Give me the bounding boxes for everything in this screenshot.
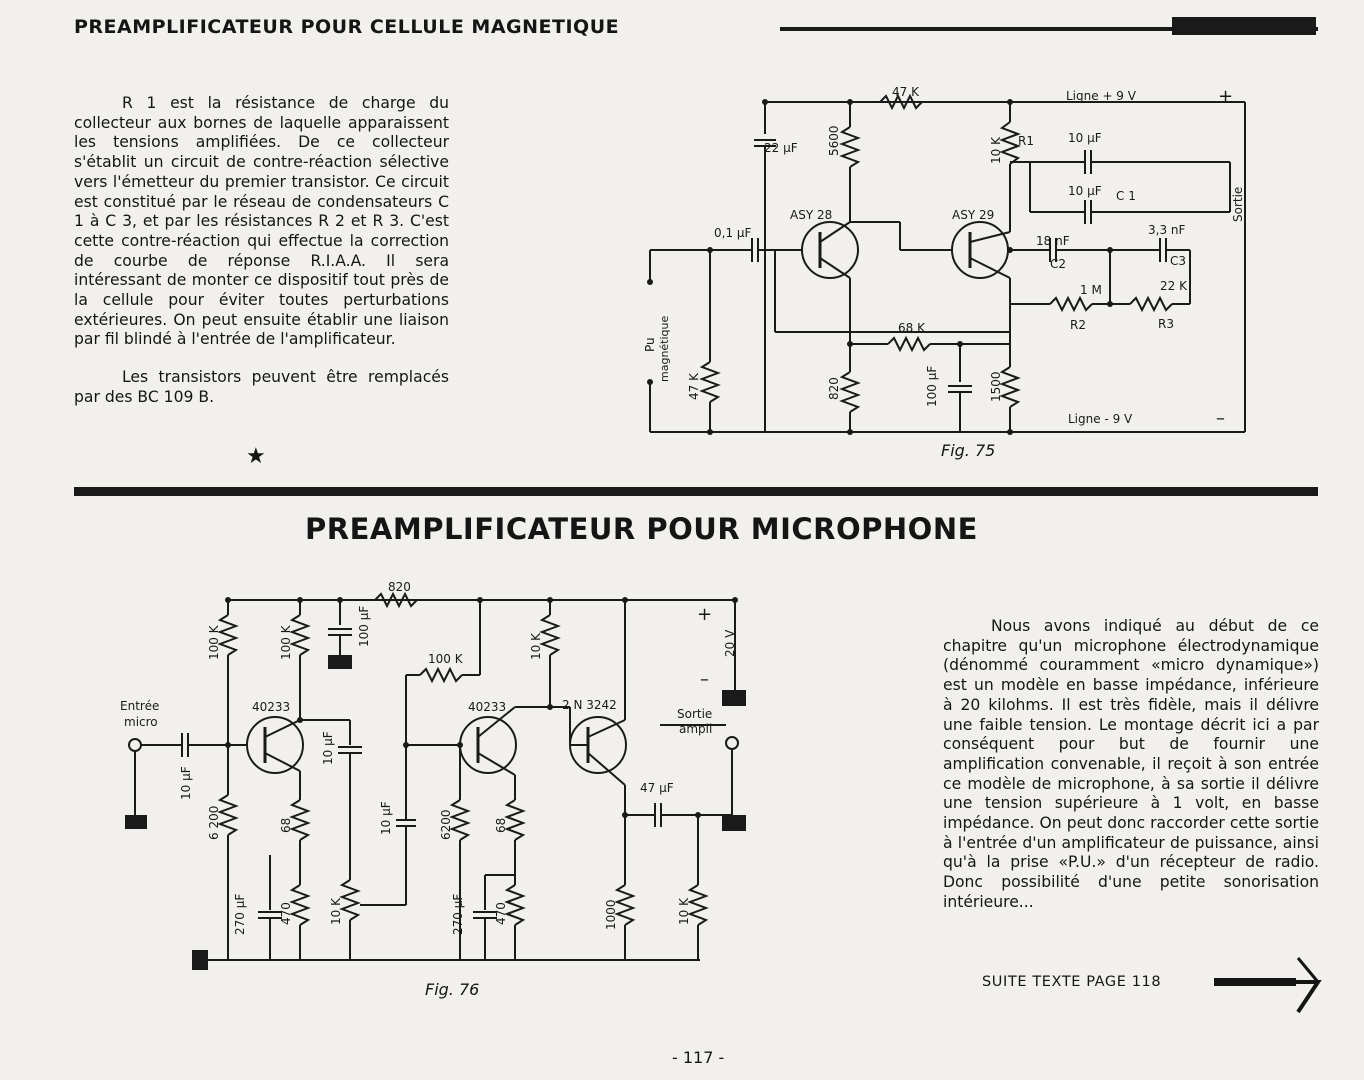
label: 22 K — [1160, 279, 1187, 293]
label: 40233 — [468, 700, 507, 714]
fig76-schematic — [110, 575, 760, 985]
text-right — [943, 617, 1319, 913]
label: 5600 — [827, 125, 841, 156]
label: 10 K — [989, 137, 1003, 164]
label: 10 µF — [379, 801, 393, 835]
label: magnétique — [658, 315, 671, 382]
label: 68 — [494, 817, 508, 833]
label: R3 — [1158, 317, 1174, 331]
label: 6200 — [439, 809, 453, 840]
label: Sortie — [677, 707, 713, 721]
label: 100 K — [428, 652, 463, 666]
label: 820 — [827, 377, 841, 400]
fig75-schematic — [630, 82, 1260, 472]
title-microphone: PREAMPLIFICATEUR POUR MICROPHONE — [305, 512, 978, 546]
star-icon: ★ — [246, 444, 266, 469]
label: R2 — [1070, 318, 1086, 332]
text-left — [74, 94, 449, 408]
label: 470 — [494, 902, 508, 925]
fig76-caption: Fig. 76 — [425, 980, 480, 999]
label: C 1 — [1116, 189, 1136, 203]
label: 470 — [279, 902, 293, 925]
label: R1 — [1018, 134, 1034, 148]
label: + — [1218, 86, 1234, 107]
label: 270 µF — [233, 893, 247, 935]
label: 68 K — [898, 321, 925, 335]
label: 47 µF — [640, 781, 674, 795]
label: Pu — [643, 337, 657, 352]
label: 1 M — [1080, 283, 1102, 297]
label: 270 µF — [451, 893, 465, 935]
label: 20 V — [723, 629, 737, 657]
label: 100 K — [207, 625, 221, 660]
label: 3,3 nF — [1148, 223, 1186, 237]
label: 40233 — [252, 700, 291, 714]
label: Sortie — [1231, 186, 1245, 222]
label: + — [697, 604, 713, 625]
label: 2 N 3242 — [562, 698, 617, 712]
label: micro — [124, 715, 158, 729]
top-rule-block — [1172, 17, 1316, 35]
label: Ligne - 9 V — [1068, 412, 1133, 426]
label: 68 — [279, 817, 293, 833]
paragraph: R 1 est la résistance de charge du collecteur aux bornes de laquelle apparaissent les tensions amplifiées. De ce collecteur s'établit un circuit de contre-réaction sélective vers l'émetteur du premier transistor. Ce circuit est constitué par le réseau de condensateurs C 1 à C 3, et par les résistances R 2 et R 3. C'est cette contre-réaction qui effectue la correction de courbe de réponse R.I.A.A. Il sera intéressant de monter ce dispositif tout près de la cellule pour éviter toutes perturbations extérieures. On peut ensuite établir une liaison par fil blindé à l'entrée de l'amplificateur. — [74, 94, 449, 349]
label: 47 K — [687, 373, 701, 400]
label: 1500 — [989, 371, 1003, 402]
label: 10 K — [329, 898, 343, 925]
label: Ligne + 9 V — [1066, 89, 1136, 103]
label: 10 µF — [1068, 184, 1102, 198]
label: C2 — [1050, 257, 1067, 271]
suite-texte: SUITE TEXTE PAGE 118 — [982, 974, 1162, 990]
label: – — [1216, 408, 1225, 429]
fig75-caption: Fig. 75 — [941, 441, 996, 460]
label: 100 µF — [357, 605, 371, 647]
label: 22 µF — [764, 141, 798, 155]
arrow-right-icon — [1212, 956, 1324, 1016]
label: ASY 28 — [790, 208, 833, 222]
title-cellule-magnetique: PREAMPLIFICATEUR POUR CELLULE MAGNETIQUE — [74, 16, 620, 38]
label: 18 nF — [1036, 234, 1070, 248]
label: 10 µF — [321, 731, 335, 765]
paragraph: Les transistors peuvent être remplacés par des BC 109 B. — [74, 368, 449, 406]
label: 10 µF — [179, 766, 193, 800]
label: 0,1 µF — [714, 226, 752, 240]
middle-rule — [74, 487, 1318, 496]
label: 100 K — [279, 625, 293, 660]
label: ASY 29 — [952, 208, 995, 222]
label: – — [700, 669, 709, 690]
label: 10 K — [677, 898, 691, 925]
page-number: - 117 - — [672, 1048, 725, 1067]
label: 10 K — [529, 633, 543, 660]
label: 6 200 — [207, 805, 221, 840]
label: C3 — [1170, 254, 1187, 268]
paragraph: Nous avons indiqué au début de ce chapitre qu'un microphone électrodynamique (dénommé couramment «micro dynamique») est un modèle en basse impédance, inférieure à 20 kilohms. Il est très fidèle, mais il délivre une faible tension. Le montage décrit ici a par conséquent pour but de fournir une amplification convenable, il reçoit à son entrée ce modèle de microphone, à sa sortie il délivre une tension supérieure à 1 volt, en basse impédance. On peut donc raccorder cette sortie à l'entrée d'un amplificateur de puissance, ainsi qu'à la prise «P.U.» d'un récepteur de radio. Donc possibilité d'une petite sonorisation intérieure... — [943, 617, 1319, 911]
label: 1000 — [604, 899, 618, 930]
label: 820 — [388, 580, 411, 594]
label: 100 µF — [925, 365, 939, 407]
label: 10 µF — [1068, 131, 1102, 145]
label: ampli — [679, 722, 713, 736]
label: 47 K — [892, 85, 919, 99]
label: Entrée — [120, 699, 160, 713]
